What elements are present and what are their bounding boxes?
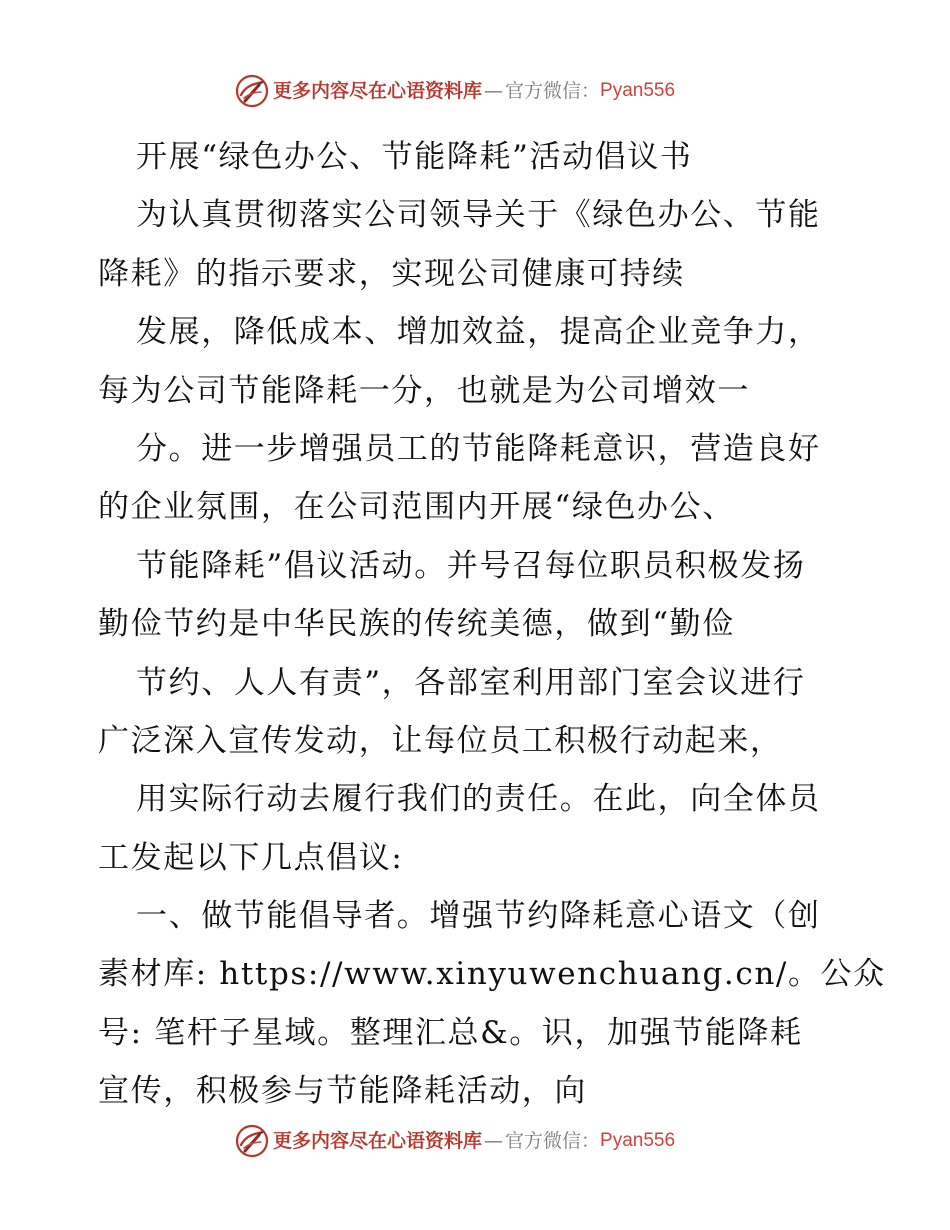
text-line: 宣传，积极参与节能降耗活动，向 xyxy=(98,1073,587,1110)
text-line: 号: 笔杆子星域。整理汇总&。识，加强节能降耗 xyxy=(98,1014,803,1051)
header-watermark xyxy=(235,74,715,108)
text-line: 节约、人人有责”，各部室利用部门室会议进行 xyxy=(136,664,806,701)
text-line: 每为公司节能降耗一分，也就是为公司增效一 xyxy=(98,372,750,409)
text-line: 的企业氛围，在公司范围内开展“绿色办公、 xyxy=(98,489,735,526)
watermark-separator: — xyxy=(484,1130,504,1152)
text-line: 用实际行动去履行我们的责任。在此，向全体员 xyxy=(136,781,821,818)
text-line: 一、做节能倡导者。增强节约降耗意心语文（创 xyxy=(136,898,821,935)
watermark-separator: — xyxy=(484,80,504,102)
watermark-brand: 更多内容尽在心语资料库 xyxy=(273,80,483,102)
text-line: 降耗》的指示要求，实现公司健康可持续 xyxy=(98,255,685,292)
watermark-wechat-label: 官方微信： xyxy=(505,80,601,102)
document-body xyxy=(98,128,886,1121)
text-line: 勤俭节约是中华民族的传统美德，做到“勤俭 xyxy=(98,606,735,643)
text-line: 发展，降低成本、增加效益，提高企业竞争力， xyxy=(136,314,821,351)
text-line: 工发起以下几点倡议: xyxy=(98,839,404,876)
book-pen-logo-icon xyxy=(235,74,269,108)
text-line: 节能降耗”倡议活动。并号召每位职员积极发扬 xyxy=(136,547,806,584)
watermark-wechat-id: Pyan556 xyxy=(600,80,676,101)
document-title: 开展“绿色办公、节能降耗”活动倡议书 xyxy=(136,139,693,175)
footer-watermark xyxy=(235,1124,715,1158)
text-line: 为认真贯彻落实公司领导关于《绿色办公、节能 xyxy=(136,197,821,234)
watermark-wechat-label: 官方微信： xyxy=(505,1130,601,1152)
text-line: 广泛深入宣传发动，让每位员工积极行动起来， xyxy=(98,722,783,759)
watermark-wechat-id: Pyan556 xyxy=(600,1130,676,1151)
book-pen-logo-icon xyxy=(235,1124,269,1158)
text-line: 分。进一步增强员工的节能降耗意识，营造良好 xyxy=(136,430,821,467)
watermark-brand: 更多内容尽在心语资料库 xyxy=(273,1130,483,1152)
text-line: 素材库: https://www.xinyuwenchuang.cn/。公众 xyxy=(98,956,886,993)
